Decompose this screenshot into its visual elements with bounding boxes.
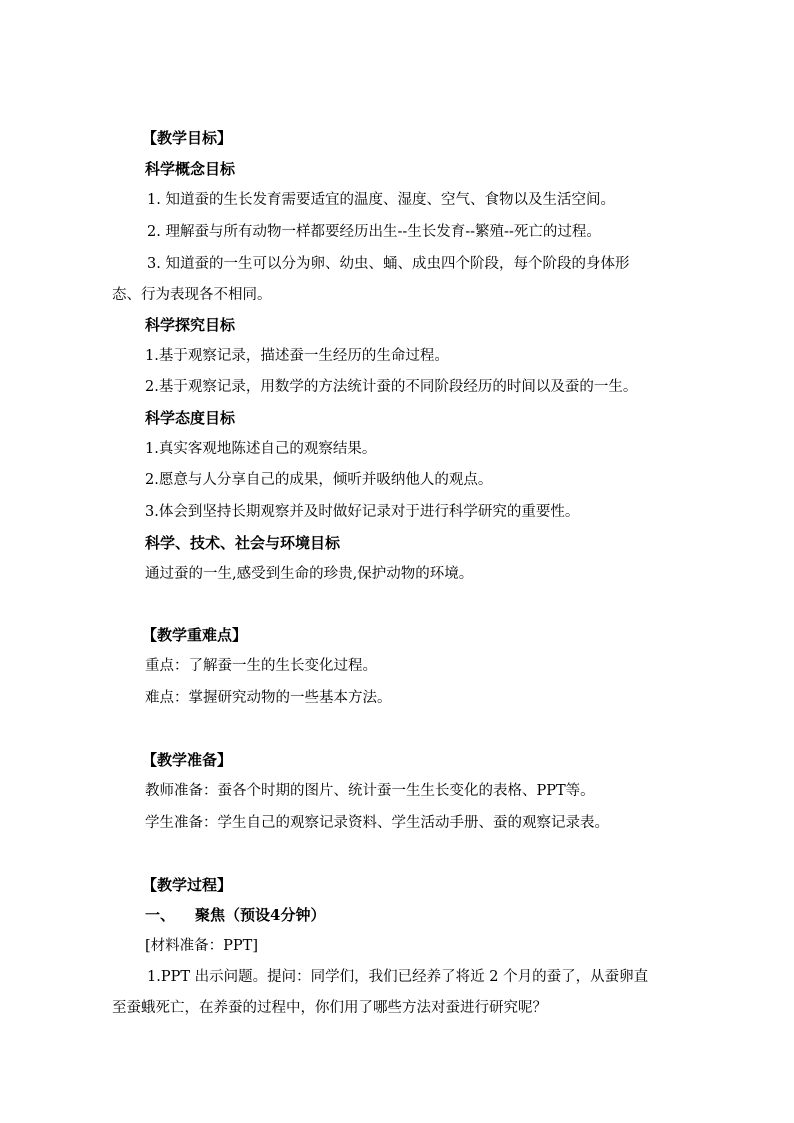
inquiry-item-2: 2.基于观察记录，用数学的方法统计蚕的不同阶段经历的时间以及蚕的一生。: [145, 379, 638, 395]
key-point-difficulty: 难点：掌握研究动物的一些基本方法。: [145, 690, 392, 706]
materials-note: [材料准备：PPT]: [145, 938, 258, 954]
inquiry-goal-heading: 科学探究目标: [145, 316, 236, 334]
preparation-heading: 【教学准备】: [142, 751, 233, 769]
attitude-item-1: 1.真实客观地陈述自己的观察结果。: [145, 441, 377, 457]
attitude-item-3: 3.体会到坚持长期观察并及时做好记录对于进行科学研究的重要性。: [145, 504, 580, 520]
stse-goal-heading: 科学、技术、社会与环境目标: [145, 534, 341, 552]
attitude-goal-heading: 科学态度目标: [145, 409, 236, 427]
step-title: 聚焦（预设4分钟）: [195, 906, 326, 924]
key-point-focus: 重点：了解蚕一生的生长变化过程。: [145, 658, 377, 674]
objectives-heading: 【教学目标】: [142, 129, 233, 147]
process-item-1-line-2: 至蚕蛾死亡，在养蚕的过程中，你们用了哪些方法对蚕进行研究呢？: [112, 1000, 547, 1016]
concept-item-2: 2. 理解蚕与所有动物一样都要经历出生--生长发育--繁殖--死亡的过程。: [147, 224, 601, 240]
concept-item-1: 1. 知道蚕的生长发育需要适宜的温度、湿度、空气、食物以及生活空间。: [147, 192, 615, 208]
step-number: 一、: [145, 906, 176, 924]
stse-goal-text: 通过蚕的一生,感受到生命的珍贵,保护动物的环境。: [145, 566, 474, 582]
inquiry-item-1: 1.基于观察记录，描述蚕一生经历的生命过程。: [145, 348, 449, 364]
student-preparation: 学生准备：学生自己的观察记录资料、学生活动手册、蚕的观察记录表。: [145, 815, 609, 831]
key-points-heading: 【教学重难点】: [142, 626, 248, 644]
process-item-1-line-1: 1.PPT 出示问题。提问：同学们，我们已经养了将近 2 个月的蚕了，从蚕卵直: [147, 969, 649, 985]
process-heading: 【教学过程】: [142, 876, 233, 894]
attitude-item-2: 2.愿意与人分享自己的成果，倾听并吸纳他人的观点。: [145, 472, 493, 488]
concept-item-3-continued: 态、行为表现各不相同。: [112, 287, 272, 303]
teacher-preparation: 教师准备：蚕各个时期的图片、统计蚕一生生长变化的表格、PPT等。: [145, 783, 595, 799]
concept-goal-heading: 科学概念目标: [145, 160, 236, 178]
concept-item-3: 3. 知道蚕的一生可以分为卵、幼虫、蛹、成虫四个阶段，每个阶段的身体形: [147, 256, 630, 272]
